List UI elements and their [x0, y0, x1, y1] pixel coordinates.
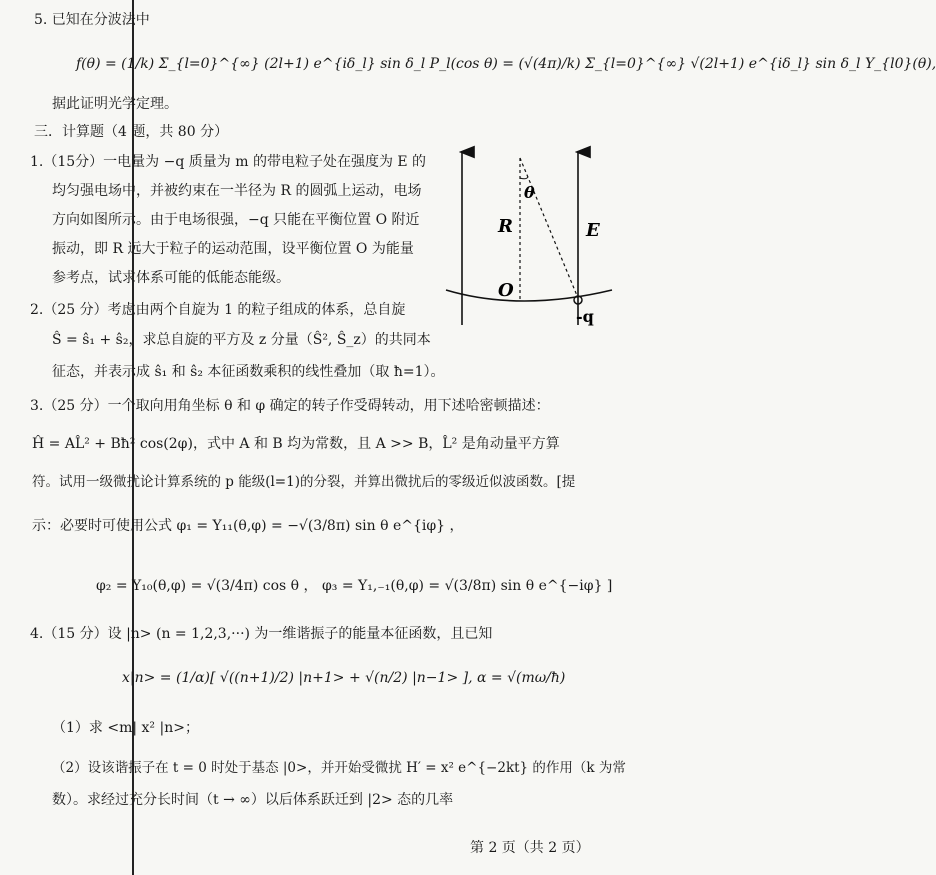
angle-arc: [520, 177, 528, 179]
p1-line-2: 均匀强电场中，并被约束在一半径为 R 的圆弧上运动，电场: [52, 183, 422, 199]
p1-line-1: 1.（15分）一电量为 −q 质量为 m 的带电粒子处在强度为 E 的: [30, 154, 427, 170]
section-title: 三．计算题（4 题，共 80 分）: [34, 124, 229, 140]
radius-slanted: [520, 158, 578, 298]
label-O: O: [498, 280, 514, 301]
p4-sub-1: （1）求 <m| x² |n>；: [52, 720, 199, 736]
label-theta: θ: [524, 183, 535, 202]
label-E: E: [586, 220, 600, 241]
p1-line-4: 振动，即 R 远大于粒子的运动范围，设平衡位置 O 为能量: [52, 241, 414, 257]
p3-line-2: Ĥ = AL̂² + Bħ² cos(2φ)，式中 A 和 B 均为常数，且 A >> B，L̂² 是角动量平方算: [32, 436, 560, 452]
p3-line-5: φ₂ = Y₁₀(θ,φ) = √(3/4π) cos θ ， φ₃ = Y₁,₋₁(θ,φ) = √(3/8π) sin θ e^{−iφ} ]: [96, 578, 613, 594]
p4-line-1: 4.（15 分）设 |n> (n = 1,2,3,···) 为一维谐振子的能量本征函数，且已知: [30, 626, 493, 642]
p3-line-4: 示：必要时可使用公式 φ₁ = Y₁₁(θ,φ) = −√(3/8π) sin θ e^{iφ} ，: [32, 518, 464, 534]
label-q: -q: [576, 307, 594, 326]
constraint-arc: [446, 290, 612, 301]
p4-sub-2a: （2）设该谐振子在 t = 0 时处于基态 |0>，并开始受微扰 H′ = x² e^{−2kt} 的作用（k 为常: [52, 760, 626, 776]
p4-sub-2b: 数）。求经过充分长时间（t → ∞）以后体系跃迁到 |2> 态的几率: [52, 792, 454, 808]
page-number: 第 2 页（共 2 页）: [470, 840, 590, 856]
p4-formula: x|n> = (1/α)[ √((n+1)/2) |n+1> + √(n/2) |n−1> ], α = √(mω/ħ): [122, 670, 566, 686]
p1-line-3: 方向如图所示。由于电场很强，−q 只能在平衡位置 O 附近: [52, 212, 420, 228]
label-R: R: [498, 216, 513, 237]
p1-figure: [440, 140, 620, 330]
p3-line-3: 符。试用一级微扰论计算系统的 p 能级(l=1)的分裂，并算出微扰后的零级近似波函数。[提: [32, 474, 576, 490]
q5-tail: 据此证明光学定理。: [52, 96, 178, 112]
p1-line-5: 参考点，试求体系可能的低能态能级。: [52, 270, 290, 286]
p2-line-3: 征态，并表示成 ŝ₁ 和 ŝ₂ 本征函数乘积的线性叠加（取 ħ=1）。: [52, 364, 445, 380]
p2-line-2: Ŝ = ŝ₁ + ŝ₂，求总自旋的平方及 z 分量（Ŝ², Ŝ_z）的共同本: [52, 332, 431, 348]
p3-line-1: 3.（25 分）一个取向用角坐标 θ 和 φ 确定的转子作受碍转动，用下述哈密顿描述：: [30, 398, 550, 414]
q5-heading: 5. 已知在分波法中: [34, 12, 150, 28]
p2-line-1: 2.（25 分）考虑由两个自旋为 1 的粒子组成的体系，总自旋: [30, 302, 406, 318]
q5-formula: f(θ) = (1/k) Σ_{l=0}^{∞} (2l+1) e^{iδ_l} sin δ_l P_l(cos θ) = (√(4π)/k) Σ_{l=0}^{∞} √(2l+1) e^{iδ_l} sin δ_l Y_{l0}(θ),: [76, 56, 936, 72]
